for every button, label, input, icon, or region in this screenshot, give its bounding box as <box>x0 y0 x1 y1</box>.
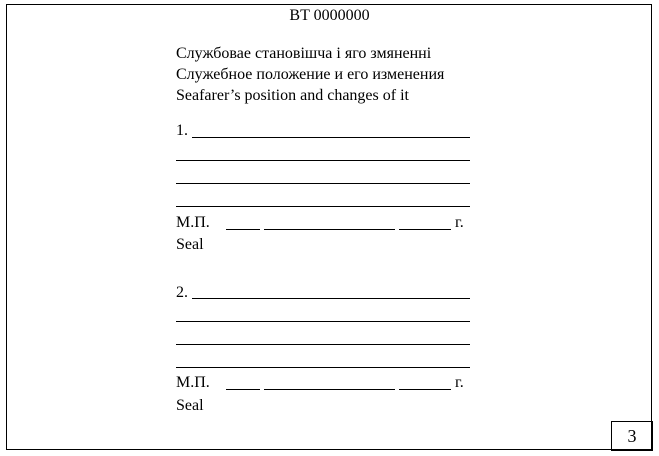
stamp-label: М.П. <box>176 374 210 391</box>
title-russian: Служебное положение и его изменения <box>176 66 445 83</box>
year-field[interactable] <box>399 389 451 390</box>
entry-number: 2. <box>176 284 188 301</box>
entry-line[interactable] <box>176 344 470 345</box>
entry-number: 1. <box>176 122 188 139</box>
title-belarusian: Службовае становішча і яго змяненні <box>176 45 432 62</box>
entry-line[interactable] <box>176 321 470 322</box>
title-english: Seafarer’s position and changes of it <box>176 87 409 104</box>
month-field[interactable] <box>264 389 395 390</box>
day-field[interactable] <box>226 229 260 230</box>
entry-line[interactable] <box>176 367 470 368</box>
stamp-label: М.П. <box>176 214 210 231</box>
seal-label: Seal <box>176 236 204 253</box>
entry-line[interactable] <box>176 160 470 161</box>
day-field[interactable] <box>226 389 260 390</box>
page-number: 3 <box>611 421 653 451</box>
entry-line[interactable] <box>192 137 470 138</box>
year-suffix: г. <box>455 214 464 231</box>
year-field[interactable] <box>399 229 451 230</box>
document-serial: BT 0000000 <box>289 7 370 24</box>
seal-label: Seal <box>176 397 204 414</box>
year-suffix: г. <box>455 374 464 391</box>
entry-line[interactable] <box>176 183 470 184</box>
entry-line[interactable] <box>176 206 470 207</box>
entry-line[interactable] <box>192 298 470 299</box>
month-field[interactable] <box>264 229 395 230</box>
